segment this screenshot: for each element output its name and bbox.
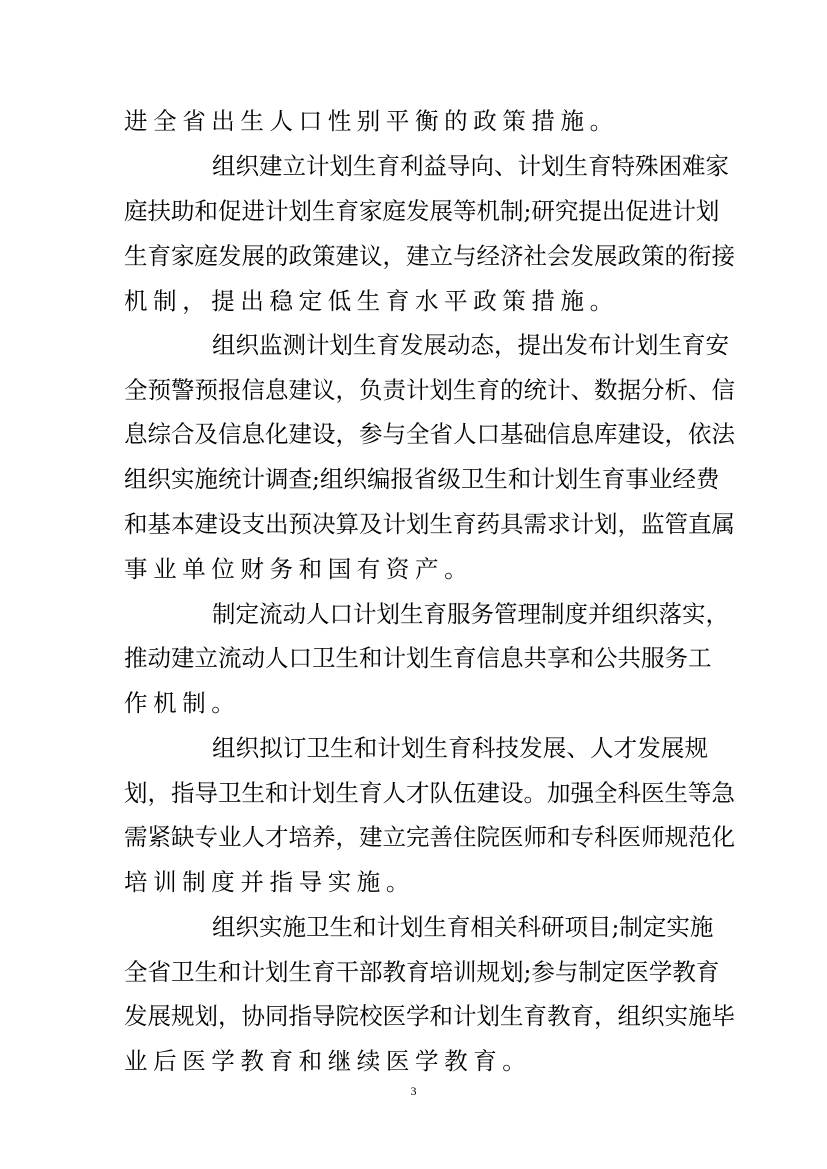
paragraph-first-line: 组织拟订卫生和计划生育科技发展、人才发展规 [212,734,708,762]
text-line: 发展规划，协同指导院校医学和计划生育教育，组织实施毕 [124,1002,735,1030]
text-line: 培训制度并指导实施。 [124,868,415,896]
paragraph-first-line: 组织建立计划生育利益导向、计划生育特殊困难家 [212,152,729,180]
text-line: 全预警预报信息建议，负责计划生育的统计、数据分析、信 [124,376,735,404]
text-line: 业后医学教育和继续医学教育。 [124,1047,532,1075]
page-number: 3 [410,1084,417,1098]
text-line: 推动建立流动人口卫生和计划生育信息共享和公共服务工 [124,644,712,672]
text-line: 需紧缺专业人才培养，建立完善住院医师和专科医师规范化 [124,823,735,851]
text-line: 生育家庭发展的政策建议，建立与经济社会发展政策的衔接 [124,242,735,270]
text-line: 机制，提出稳定低生育水平政策措施。 [124,287,619,315]
text-line: 和基本建设支出预决算及计划生育药具需求计划，监管直属 [124,510,735,538]
text-line: 作机制。 [124,689,241,717]
text-line: 划，指导卫生和计划生育人才队伍建设。加强全科医生等急 [124,779,735,807]
paragraph-first-line: 组织监测计划生育发展动态，提出发布计划生育安 [212,331,729,359]
text-line: 息综合及信息化建设，参与全省人口基础信息库建设，依法 [124,420,735,448]
paragraph-first-line: 组织实施卫生和计划生育相关科研项目;制定实施 [212,913,714,941]
text-line: 进全省出生人口性别平衡的政策措施。 [124,107,619,135]
text-line: 庭扶助和促进计划生育家庭发展等机制;研究提出促进计划 [124,197,720,225]
text-line: 事业单位财务和国有资产。 [124,555,474,583]
paragraph-first-line: 制定流动人口计划生育服务管理制度并组织落实， [212,600,729,628]
text-line: 全省卫生和计划生育干部教育培训规划;参与制定医学教育 [124,958,720,986]
text-line: 组织实施统计调查;组织编报省级卫生和计划生育事业经费 [124,465,720,493]
